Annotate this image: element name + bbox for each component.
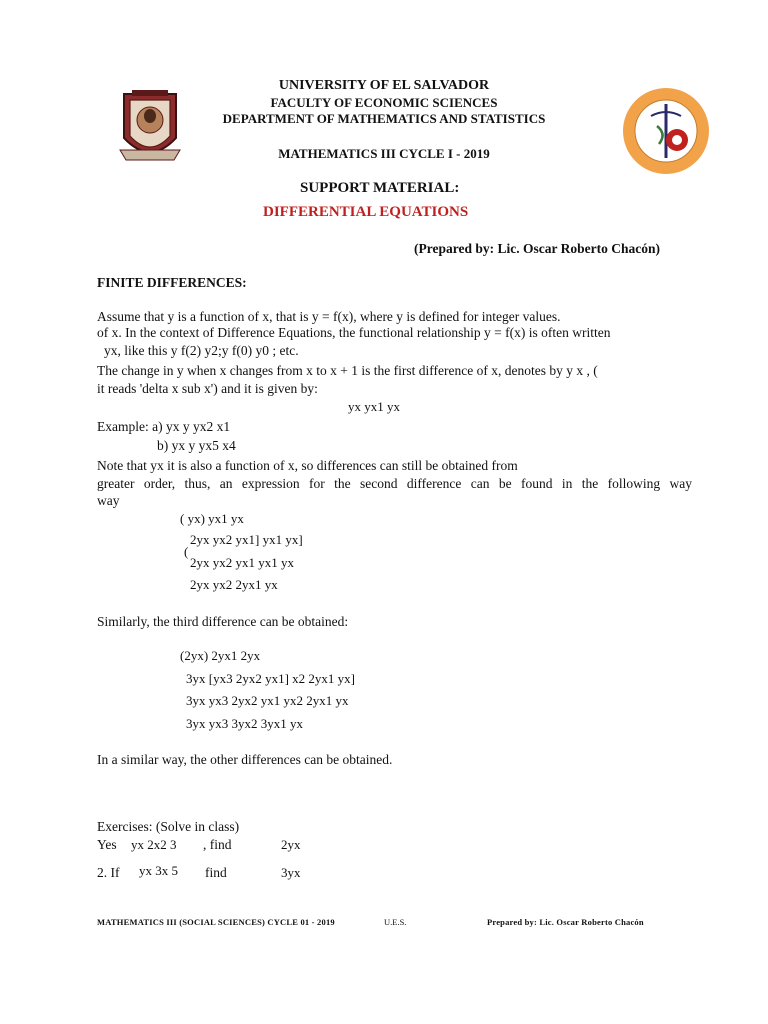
exercise-2-find: find — [205, 865, 227, 880]
second-difference-line: ( yx) yx1 yx — [180, 511, 244, 526]
exercises-heading: Exercises: (Solve in class) — [97, 819, 240, 834]
faculty-name: FACULTY OF ECONOMIC SCIENCES — [270, 95, 498, 110]
footer-institution: U.E.S. — [384, 917, 407, 927]
exercise-1-find: , find — [203, 837, 232, 852]
paragraph-line: In a similar way, the other differences can be obtained. — [97, 752, 393, 767]
paragraph-line: Assume that y is a function of x, that is y = f(x), where y is defined for integer values. — [97, 309, 561, 324]
second-difference-line: 2yx yx2 yx1] yx1 yx] — [190, 532, 303, 547]
exercise-1-expression: yx 2x2 3 — [131, 837, 177, 852]
second-difference-paren: ( — [184, 544, 189, 559]
third-difference-line: 3yx yx3 2yx2 yx1 yx2 2yx1 yx — [186, 693, 349, 708]
exercise-1-lead: Yes — [97, 837, 117, 852]
third-difference-line: 3yx [yx3 2yx2 yx1] x2 2yx1 yx] — [186, 671, 355, 686]
section-heading: FINITE DIFFERENCES: — [97, 275, 247, 290]
university-name: UNIVERSITY OF EL SALVADOR — [278, 78, 490, 93]
second-difference-line: 2yx yx2 yx1 yx1 yx — [190, 555, 294, 570]
footer-course: MATHEMATICS III (SOCIAL SCIENCES) CYCLE 01 - 2019 — [97, 917, 335, 927]
course-title: MATHEMATICS III CYCLE I - 2019 — [278, 146, 490, 161]
paragraph-line: Similarly, the third difference can be obtained: — [97, 614, 349, 629]
example-a: Example: a) yx y yx2 x1 — [97, 419, 231, 434]
paragraph-line: of x. In the context of Difference Equations, the functional relationship y = f(x) is often written — [97, 325, 611, 340]
support-material-heading: SUPPORT MATERIAL: — [300, 180, 460, 196]
third-difference-line: 3yx yx3 3yx2 3yx1 yx — [186, 716, 303, 731]
department-name: DEPARTMENT OF MATHEMATICS AND STATISTICS — [222, 111, 546, 126]
exercise-2-expression: yx 3x 5 — [139, 863, 178, 878]
paragraph-line: yx, like this y f(2) y2;y f(0) y0 ; etc. — [104, 343, 299, 358]
third-difference-line: (2yx) 2yx1 2yx — [180, 648, 261, 663]
example-b: b) yx y yx5 x4 — [157, 438, 236, 453]
second-difference-line: 2yx yx2 2yx1 yx — [190, 577, 278, 592]
exercise-1-target: 2yx — [281, 837, 301, 852]
exercise-2-lead: 2. If — [97, 865, 120, 880]
prepared-by: (Prepared by: Lic. Oscar Roberto Chacón) — [414, 241, 660, 256]
footer-author: Prepared by: Lic. Oscar Roberto Chacón — [487, 917, 644, 927]
paragraph-line: greater order, thus, an expression for the second difference can be found in the following way — [97, 476, 692, 491]
first-difference-formula: yx yx1 yx — [348, 399, 400, 414]
exercise-2-target: 3yx — [281, 865, 301, 880]
paragraph-line: Note that yx it is also a function of x, so differences can still be obtained from — [97, 458, 518, 473]
paragraph-line: it reads 'delta x sub x') and it is given by: — [97, 381, 318, 396]
topic-title: DIFFERENTIAL EQUATIONS — [263, 204, 469, 220]
paragraph-line: way — [97, 493, 120, 508]
paragraph-line: The change in y when x changes from x to x + 1 is the first difference of x, denotes by y x , ( — [97, 363, 598, 378]
